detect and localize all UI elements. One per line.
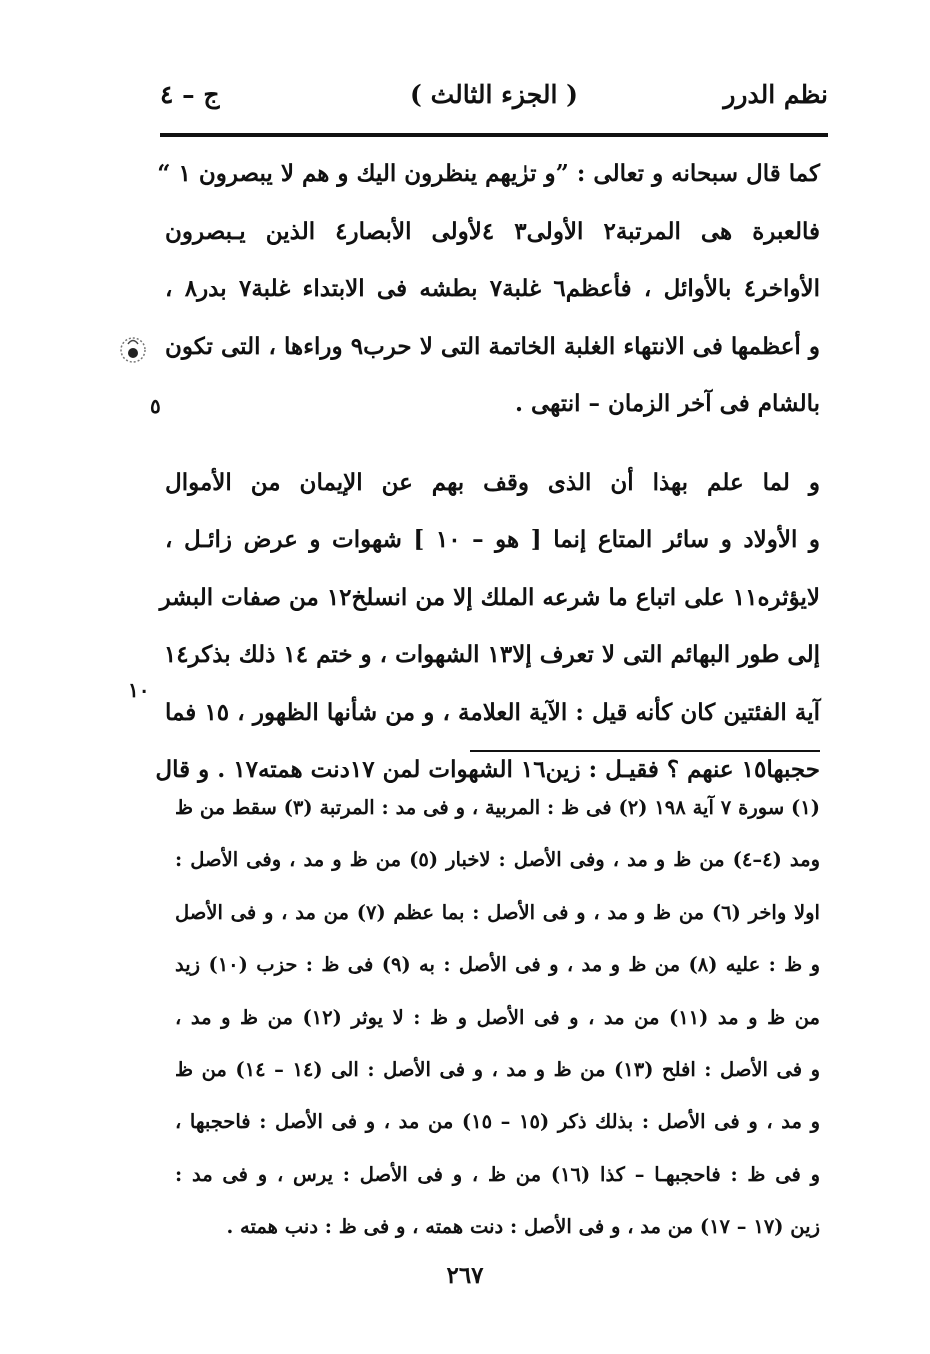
footnote-line: من ظ و مد (١١) من مد ، و فى الأصل و ظ : لا يوثر (١٢) من ظ و مد ، [175, 1005, 820, 1029]
text-line: إلى طور البهائم التى لا تعرف إلا١٣ الشهوات ، و ختم ١٤ ذلك بذكر١٤ [163, 641, 820, 668]
footnotes [175, 782, 820, 1254]
header-rule [160, 133, 828, 137]
text-line: كما قال سبحانه و تعالى : ”و ترٰيهم ينظرون اليك و هم لا يبصرون ١ “ [157, 160, 820, 187]
paragraph-gap [165, 433, 820, 454]
footnote-line: و فى الأصل : افلح (١٣) من ظ و مد ، و فى الأصل : الى (١٤ – ١٤) من ظ [175, 1057, 820, 1081]
margin-line-number: ١٠ [128, 678, 150, 702]
footnote-line: ومد (٤–٤) من ظ و مد ، وفى الأصل : لاخبار (٥) من ظ و مد ، وفى الأصل : [175, 848, 820, 872]
margin-line-number: ٥ [150, 394, 161, 418]
footnote-line: (١) سورة ٧ آية ١٩٨ (٢) فى ظ : المربية ، و فى مد : المرتبة (٣) سقط من ظ [175, 796, 821, 819]
footnote-line: و فى ظ : فاحجبهـا – كذا (١٦) من ظ ، و فى الأصل : يرس ، و فى مد : [175, 1162, 820, 1186]
library-stamp-icon [116, 328, 150, 372]
text-line: و الأولاد و سائر المتاع إنما [ هو – ١٠ ] شهوات و عرض زائـل ، [165, 526, 821, 553]
footnote-line: اولا واخر (٦) من ظ و مد ، و فى الأصل : بما عظم (٧) من مد ، و فى الأصل [175, 900, 820, 924]
text-line: فالعبرة هى المرتبة٢ الأولى٣ ٤لأولى الأبصار٤ الذين يـبصرون [165, 217, 820, 245]
footnote-line: و مد ، و فى الأصل : بذلك ذكر (١٥ – ١٥) من مد ، و فى الأصل : فاحجبها ، [175, 1110, 820, 1134]
text-line: و أعظمها فى الانتهاء الغلبة الخاتمة التى لا حرب٩ وراءها ، التى تكون [165, 332, 820, 360]
footnote-separator [470, 750, 820, 752]
footnote-line: زين (١٧ – ١٧) من مد ، و فى الأصل : دنت همته ، و فى ظ : دنب همته . [226, 1215, 820, 1239]
footnote-line: و ظ : عليه (٨) من ظ و مد ، و فى الأصل : به (٩) فى ظ : حزب (١٠) زيد [175, 953, 820, 977]
text-line: بالشام فى آخر الزمان – انتهى . [514, 390, 820, 417]
running-head [160, 80, 828, 124]
page-number: ٢٦٧ [446, 1262, 484, 1289]
text-line: آية الفئتين كان كأنه قيل : الآية العلامة ، و من شأنها الظهور ، ١٥ فما [165, 698, 820, 726]
section-label: ج – ٤ [160, 80, 220, 109]
main-text [155, 145, 821, 799]
text-line: حجبها١٥ عنهم ؟ فقيـل : زين١٦ الشهوات لمن ١٧دنت همته١٧ . و قال [155, 756, 820, 783]
text-line: لايؤثره١١ على اتباع ما شرعه الملك إلا من انسلخ١٢ من صفات البشر [159, 583, 820, 611]
volume-label: ( الجزء الثالث ) [410, 80, 578, 109]
book-title: نظم الدرر [723, 80, 828, 109]
text-line: و لما علم بهذا أن الذى وقف بهم عن الإيمان من الأموال [165, 468, 820, 496]
text-line: الأواخر٤ بالأوائل ، فأعظم٦ غلبة٧ بطشه فى الابتداء غلبة٧ بدر٨ ، [165, 275, 821, 302]
